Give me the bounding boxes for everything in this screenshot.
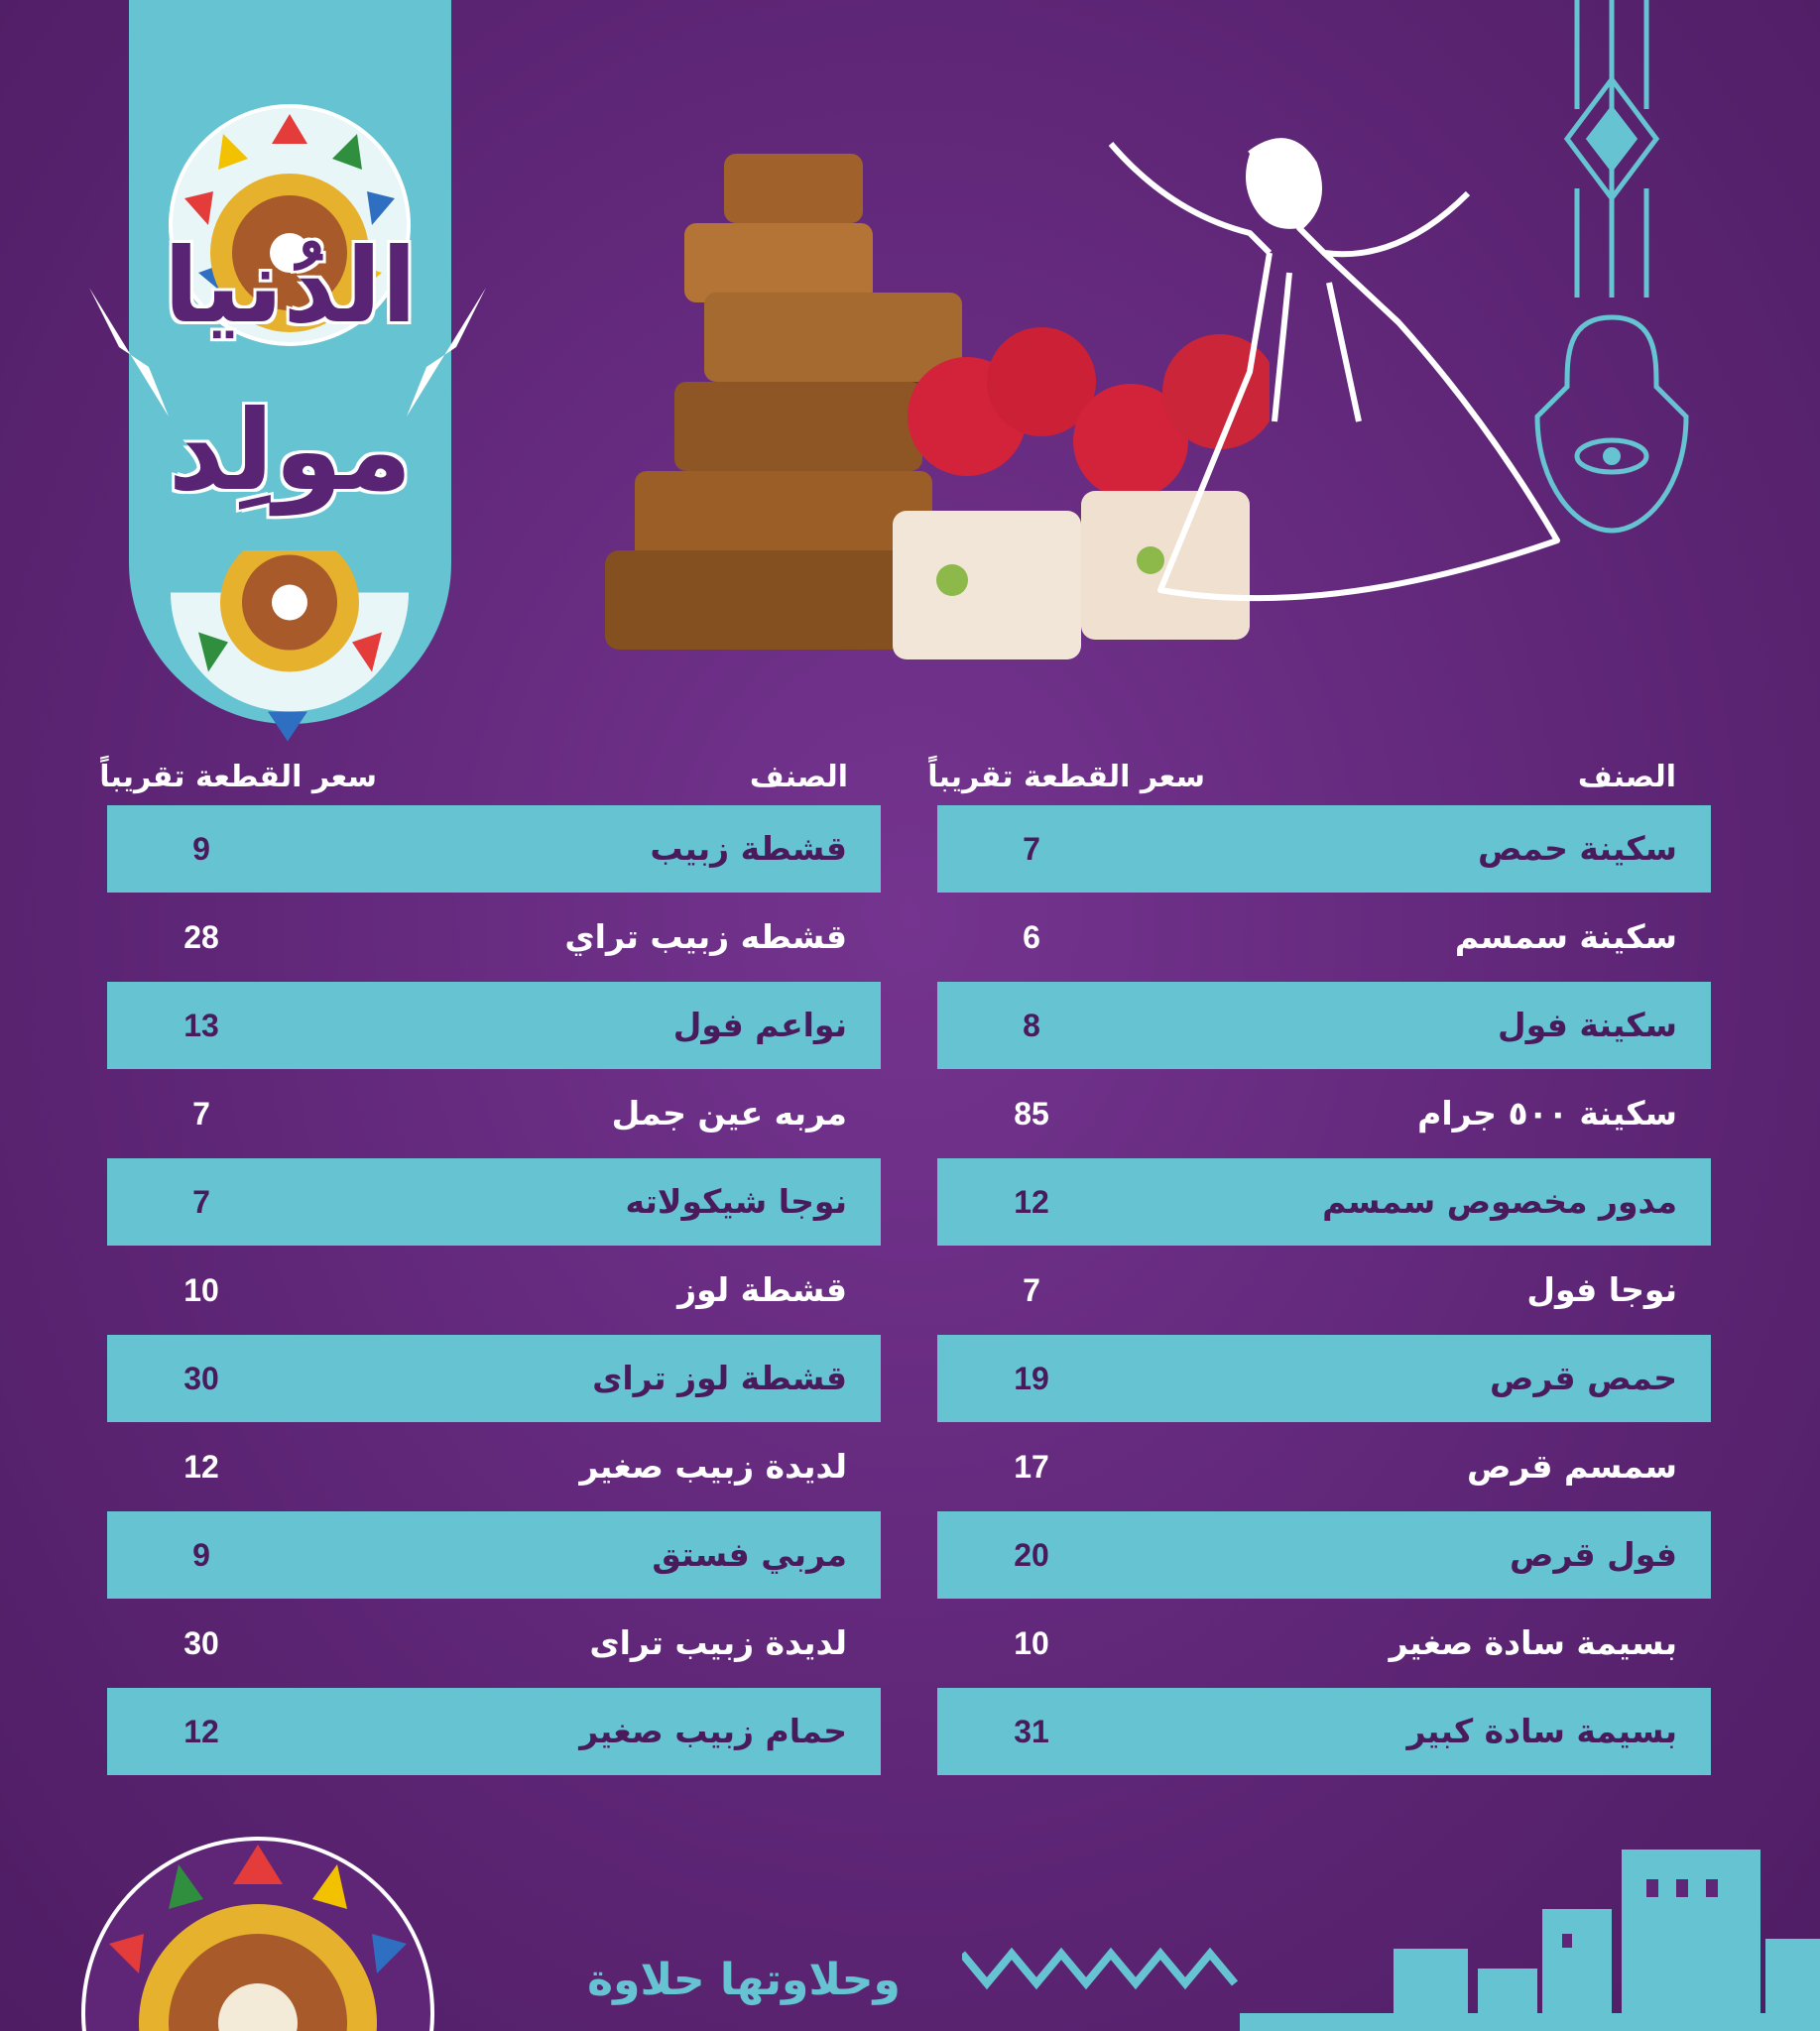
table-row <box>107 1070 881 1157</box>
logo-title-top: الدُنيا <box>163 225 418 346</box>
price-table-left <box>107 805 881 1776</box>
header-price-right: سعر القطعة تقريباً <box>927 760 1205 794</box>
table-row <box>107 982 881 1069</box>
header-item-right: الصنف <box>1577 760 1676 794</box>
item-price: 7 <box>192 1184 210 1220</box>
table-row <box>107 1688 881 1775</box>
table-row <box>107 1423 881 1510</box>
table-row <box>937 1423 1711 1510</box>
item-price: 28 <box>183 919 219 955</box>
table-row <box>937 1511 1711 1599</box>
item-price: 20 <box>1014 1537 1049 1573</box>
item-name: بسيمة سادة صغير <box>1389 1623 1677 1662</box>
wings-decoration <box>79 268 496 446</box>
item-price: 9 <box>192 1537 210 1573</box>
item-name: لديدة زبيب صغير <box>579 1447 847 1486</box>
table-row <box>107 1158 881 1246</box>
item-name: مربه عين جمل <box>611 1094 847 1133</box>
table-row <box>107 1600 881 1687</box>
table-row <box>937 1688 1711 1775</box>
table-row <box>937 805 1711 893</box>
item-name: قشطة زبيب <box>650 829 847 868</box>
item-name: سكينة فول <box>1497 1006 1677 1044</box>
item-name: مربي فستق <box>652 1535 847 1574</box>
zigzag-pattern <box>962 1944 1250 2003</box>
footer-slogan: وحلاوتها حلاوة <box>587 1955 901 2005</box>
item-name: بسيمة سادة كبير <box>1406 1712 1677 1750</box>
item-name: سكينة ٥٠٠ جرام <box>1417 1094 1677 1133</box>
table-row <box>937 894 1711 981</box>
item-name: حمص قرص <box>1490 1359 1677 1397</box>
item-price: 7 <box>1023 1272 1040 1308</box>
table-row <box>937 1600 1711 1687</box>
item-price: 85 <box>1014 1096 1049 1132</box>
festive-wheel-bottom-left-icon <box>79 1815 436 2031</box>
item-name: لديدة زبيب تراى <box>589 1623 847 1662</box>
item-price: 10 <box>183 1272 219 1308</box>
item-name: فول قرص <box>1510 1535 1677 1574</box>
table-row <box>107 1335 881 1422</box>
hamsa-icon <box>1527 0 1696 536</box>
item-price: 6 <box>1023 919 1040 955</box>
item-name: قشطه زبيب تراي <box>564 917 847 956</box>
item-price: 30 <box>183 1625 219 1661</box>
item-price: 17 <box>1014 1449 1049 1485</box>
item-name: قشطة لوز تراى <box>592 1359 847 1397</box>
item-name: نوجا فول <box>1526 1270 1677 1309</box>
item-name: نواعم فول <box>672 1006 847 1044</box>
logo-title-bottom: مولِد <box>168 387 413 516</box>
item-name: قشطة لوز <box>677 1270 847 1309</box>
item-name: حمام زبيب صغير <box>579 1712 847 1750</box>
item-name: سكينة حمص <box>1477 829 1677 868</box>
item-name: سمسم قرص <box>1466 1447 1677 1486</box>
item-name: مدور مخصوص سمسم <box>1322 1182 1677 1221</box>
table-row <box>107 1511 881 1599</box>
item-price: 12 <box>1014 1184 1049 1220</box>
item-price: 31 <box>1014 1714 1049 1749</box>
item-price: 7 <box>192 1096 210 1132</box>
item-price: 9 <box>192 831 210 867</box>
item-price: 19 <box>1014 1361 1049 1396</box>
item-price: 12 <box>183 1449 219 1485</box>
header-item-left: الصنف <box>749 760 848 794</box>
table-row <box>107 1247 881 1334</box>
whirling-dervish-icon <box>1101 124 1567 620</box>
table-row <box>937 1070 1711 1157</box>
price-table-right <box>937 805 1711 1776</box>
item-price: 8 <box>1023 1008 1040 1043</box>
table-row <box>107 805 881 893</box>
item-price: 30 <box>183 1361 219 1396</box>
item-price: 13 <box>183 1008 219 1043</box>
item-name: نوجا شيكولاته <box>625 1182 847 1221</box>
item-price: 12 <box>183 1714 219 1749</box>
table-row <box>937 1158 1711 1246</box>
table-row <box>937 1335 1711 1422</box>
item-price: 7 <box>1023 831 1040 867</box>
item-name: سكينة سمسم <box>1454 917 1677 956</box>
town-skyline-icon <box>1240 1840 1820 2031</box>
item-price: 10 <box>1014 1625 1049 1661</box>
table-row <box>937 1247 1711 1334</box>
header-price-left: سعر القطعة تقريباً <box>99 760 377 794</box>
table-row <box>107 894 881 981</box>
table-row <box>937 982 1711 1069</box>
